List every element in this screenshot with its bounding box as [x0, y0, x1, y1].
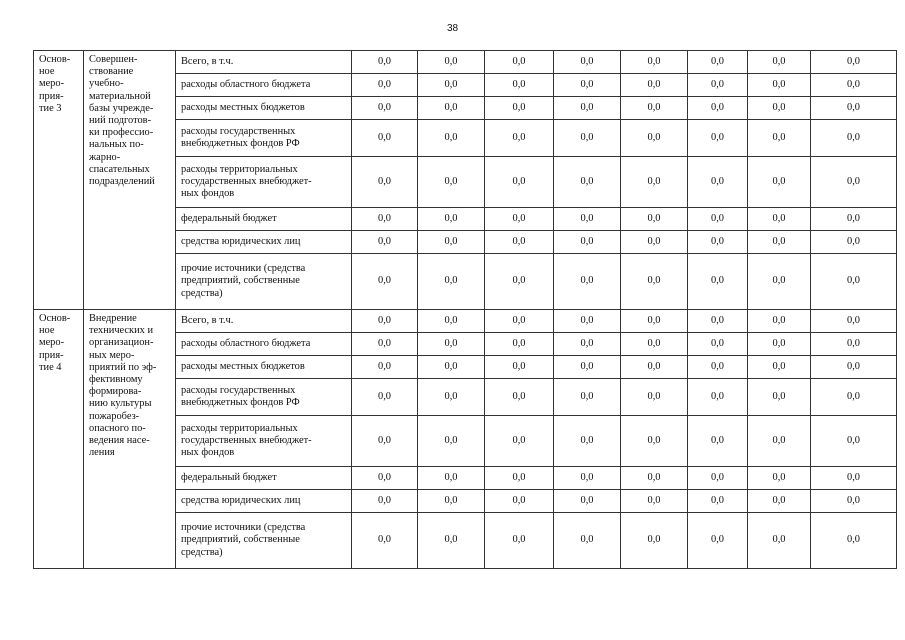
value-cell: 0,0	[621, 231, 688, 254]
value-cell: 0,0	[418, 416, 485, 467]
value-cell: 0,0	[352, 208, 418, 231]
value-cell: 0,0	[554, 51, 621, 74]
measure-name-cell: Совершен- ствование учебно- материальной базы учрежде- ний подготов- ки профессио- нальных по- жарно- спасательных подразделений	[84, 51, 176, 310]
value-cell: 0,0	[811, 157, 897, 208]
value-cell: 0,0	[418, 490, 485, 513]
value-cell: 0,0	[352, 310, 418, 333]
funding-source-cell: расходы государственных внебюджетных фондов РФ	[176, 120, 352, 157]
value-cell: 0,0	[352, 120, 418, 157]
value-cell: 0,0	[621, 467, 688, 490]
value-cell: 0,0	[485, 51, 554, 74]
value-cell: 0,0	[621, 333, 688, 356]
value-cell: 0,0	[485, 231, 554, 254]
value-cell: 0,0	[688, 254, 748, 310]
funding-source-cell: прочие источники (средства предприятий, собственные средства)	[176, 513, 352, 569]
value-cell: 0,0	[621, 157, 688, 208]
value-cell: 0,0	[418, 120, 485, 157]
value-cell: 0,0	[811, 120, 897, 157]
value-cell: 0,0	[688, 356, 748, 379]
value-cell: 0,0	[811, 231, 897, 254]
value-cell: 0,0	[485, 120, 554, 157]
value-cell: 0,0	[621, 254, 688, 310]
value-cell: 0,0	[554, 416, 621, 467]
value-cell: 0,0	[748, 490, 811, 513]
funding-source-cell: расходы областного бюджета	[176, 74, 352, 97]
value-cell: 0,0	[811, 490, 897, 513]
funding-source-cell: прочие источники (средства предприятий, собственные средства)	[176, 254, 352, 310]
value-cell: 0,0	[621, 356, 688, 379]
value-cell: 0,0	[621, 416, 688, 467]
funding-source-cell: средства юридических лиц	[176, 490, 352, 513]
value-cell: 0,0	[418, 356, 485, 379]
value-cell: 0,0	[621, 379, 688, 416]
value-cell: 0,0	[485, 74, 554, 97]
value-cell: 0,0	[748, 157, 811, 208]
value-cell: 0,0	[554, 120, 621, 157]
value-cell: 0,0	[554, 208, 621, 231]
value-cell: 0,0	[748, 310, 811, 333]
value-cell: 0,0	[688, 208, 748, 231]
value-cell: 0,0	[418, 333, 485, 356]
value-cell: 0,0	[352, 467, 418, 490]
value-cell: 0,0	[688, 74, 748, 97]
funding-source-cell: расходы местных бюджетов	[176, 97, 352, 120]
value-cell: 0,0	[688, 97, 748, 120]
value-cell: 0,0	[352, 333, 418, 356]
value-cell: 0,0	[688, 333, 748, 356]
value-cell: 0,0	[688, 51, 748, 74]
value-cell: 0,0	[554, 254, 621, 310]
value-cell: 0,0	[811, 333, 897, 356]
value-cell: 0,0	[748, 467, 811, 490]
value-cell: 0,0	[688, 120, 748, 157]
value-cell: 0,0	[554, 74, 621, 97]
value-cell: 0,0	[748, 208, 811, 231]
value-cell: 0,0	[688, 310, 748, 333]
value-cell: 0,0	[485, 208, 554, 231]
value-cell: 0,0	[621, 208, 688, 231]
value-cell: 0,0	[554, 490, 621, 513]
value-cell: 0,0	[485, 333, 554, 356]
value-cell: 0,0	[418, 379, 485, 416]
funding-source-cell: расходы местных бюджетов	[176, 356, 352, 379]
funding-source-cell: федеральный бюджет	[176, 208, 352, 231]
value-cell: 0,0	[811, 254, 897, 310]
value-cell: 0,0	[688, 416, 748, 467]
value-cell: 0,0	[688, 490, 748, 513]
value-cell: 0,0	[418, 74, 485, 97]
value-cell: 0,0	[485, 356, 554, 379]
value-cell: 0,0	[748, 513, 811, 569]
value-cell: 0,0	[418, 51, 485, 74]
value-cell: 0,0	[748, 231, 811, 254]
value-cell: 0,0	[352, 379, 418, 416]
value-cell: 0,0	[418, 467, 485, 490]
value-cell: 0,0	[554, 157, 621, 208]
value-cell: 0,0	[485, 157, 554, 208]
value-cell: 0,0	[621, 490, 688, 513]
value-cell: 0,0	[748, 333, 811, 356]
value-cell: 0,0	[811, 356, 897, 379]
value-cell: 0,0	[748, 74, 811, 97]
value-cell: 0,0	[554, 310, 621, 333]
value-cell: 0,0	[418, 231, 485, 254]
table-body	[34, 51, 897, 569]
funding-source-cell: средства юридических лиц	[176, 231, 352, 254]
value-cell: 0,0	[418, 208, 485, 231]
value-cell: 0,0	[418, 97, 485, 120]
value-cell: 0,0	[748, 416, 811, 467]
value-cell: 0,0	[554, 467, 621, 490]
value-cell: 0,0	[485, 490, 554, 513]
value-cell: 0,0	[418, 310, 485, 333]
value-cell: 0,0	[352, 513, 418, 569]
value-cell: 0,0	[621, 74, 688, 97]
value-cell: 0,0	[811, 310, 897, 333]
value-cell: 0,0	[418, 157, 485, 208]
funding-source-cell: Всего, в т.ч.	[176, 51, 352, 74]
value-cell: 0,0	[621, 51, 688, 74]
funding-source-cell: расходы государственных внебюджетных фондов РФ	[176, 379, 352, 416]
value-cell: 0,0	[811, 51, 897, 74]
value-cell: 0,0	[554, 231, 621, 254]
value-cell: 0,0	[621, 120, 688, 157]
value-cell: 0,0	[554, 379, 621, 416]
funding-source-cell: расходы территориальных государственных внебюджет- ных фондов	[176, 157, 352, 208]
value-cell: 0,0	[811, 208, 897, 231]
measure-name-cell: Внедрение технических и организацион- ных меро- приятий по эф- фективному формирова- нию культуры пожаробез- опасного по- ведения насе- ления	[84, 310, 176, 569]
value-cell: 0,0	[688, 157, 748, 208]
page-number: 38	[446, 23, 459, 34]
value-cell: 0,0	[811, 513, 897, 569]
value-cell: 0,0	[352, 157, 418, 208]
value-cell: 0,0	[352, 97, 418, 120]
value-cell: 0,0	[352, 231, 418, 254]
value-cell: 0,0	[688, 231, 748, 254]
value-cell: 0,0	[352, 254, 418, 310]
value-cell: 0,0	[554, 333, 621, 356]
value-cell: 0,0	[811, 379, 897, 416]
value-cell: 0,0	[554, 97, 621, 120]
value-cell: 0,0	[352, 51, 418, 74]
funding-source-cell: расходы территориальных государственных внебюджет- ных фондов	[176, 416, 352, 467]
value-cell: 0,0	[688, 467, 748, 490]
value-cell: 0,0	[748, 379, 811, 416]
value-cell: 0,0	[485, 379, 554, 416]
funding-source-cell: федеральный бюджет	[176, 467, 352, 490]
value-cell: 0,0	[485, 467, 554, 490]
value-cell: 0,0	[485, 416, 554, 467]
value-cell: 0,0	[748, 254, 811, 310]
value-cell: 0,0	[688, 513, 748, 569]
funding-source-cell: расходы областного бюджета	[176, 333, 352, 356]
table-row	[34, 310, 897, 333]
value-cell: 0,0	[811, 416, 897, 467]
value-cell: 0,0	[811, 74, 897, 97]
value-cell: 0,0	[485, 310, 554, 333]
funding-source-cell: Всего, в т.ч.	[176, 310, 352, 333]
value-cell: 0,0	[748, 97, 811, 120]
value-cell: 0,0	[811, 467, 897, 490]
value-cell: 0,0	[748, 356, 811, 379]
value-cell: 0,0	[554, 513, 621, 569]
value-cell: 0,0	[352, 490, 418, 513]
value-cell: 0,0	[688, 379, 748, 416]
value-cell: 0,0	[418, 513, 485, 569]
table-row	[34, 51, 897, 74]
value-cell: 0,0	[418, 254, 485, 310]
value-cell: 0,0	[748, 51, 811, 74]
value-cell: 0,0	[485, 97, 554, 120]
value-cell: 0,0	[621, 513, 688, 569]
value-cell: 0,0	[485, 254, 554, 310]
value-cell: 0,0	[352, 356, 418, 379]
value-cell: 0,0	[554, 356, 621, 379]
value-cell: 0,0	[352, 416, 418, 467]
measure-label-cell: Основ- ное меро- прия- тие 3	[34, 51, 84, 310]
value-cell: 0,0	[352, 74, 418, 97]
measure-label-cell: Основ- ное меро- прия- тие 4	[34, 310, 84, 569]
value-cell: 0,0	[748, 120, 811, 157]
value-cell: 0,0	[621, 97, 688, 120]
budget-table	[33, 50, 897, 569]
value-cell: 0,0	[811, 97, 897, 120]
value-cell: 0,0	[621, 310, 688, 333]
value-cell: 0,0	[485, 513, 554, 569]
